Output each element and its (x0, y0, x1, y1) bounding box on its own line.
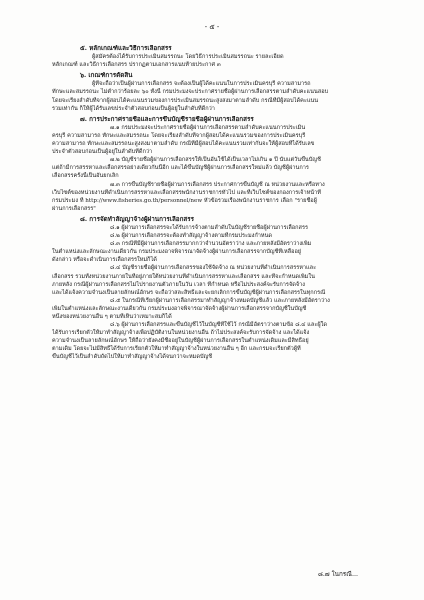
continuation-note: ๘.๗ ในกรณี... (318, 571, 359, 578)
paragraph-line: ความสามารถ ทักษะและสมรรถนะสูงสงมาตามลำดับ กรณีที่มีผู้สอบได้คะแนนรวมเท่ากันจะให้ผู้สอบที่ได้รับเลข (52, 141, 315, 148)
paragraph-line: เลือกสรรครั้งนี้เป็นอันยกเลิก (52, 173, 119, 180)
paragraph-line: ได้รับการเรียกตัวให้มาทำสัญญาจ้างเพื่อปฏิบัติงานในหน่วยงานอื่น ถ้าไม่ประสงค์จะรับการจัดจ้าง และได้แจ้ง (52, 330, 310, 337)
paragraph-line: ๗.๒ บัญชีรายชื่อผู้ผ่านการเลือกสรรให้เป็นอันใช้ได้เป็นเวลาไม่เกิน ๑ ปี นับแต่วันขึ้นบัญชี (110, 157, 321, 164)
section-heading: ๗. การประกาศรายชื่อและการขึ้นบัญชีรายชื่อผู้ผ่านการเลือกสรร (80, 115, 254, 123)
paragraph-line: ขึ้นบัญชีไว้เป็นลำดับถัดไปให้มาทำสัญญาจ้างได้จนกว่าจะหมดบัญชี (52, 354, 213, 361)
paragraph-line: กรมประมง ที่ http://www.fisheries.go.th/personnel/new หัวข้อรวมเรื่องพนักงานราชการ เลือก "รายชื่อผู้ (52, 197, 317, 204)
paragraph-line: ตามเดิม โดยจะไม่มีสิทธิ์ได้รับการเรียกตัวให้มาทำสัญญาจ้างในหน่วยงานอื่น ๆ อีก และกรมจะเรียกตัวผู้ที่ (52, 346, 301, 353)
paragraph-line: ๗.๓ การขึ้นบัญชีรายชื่อผู้ผ่านการเลือกสรร ประกาศการขึ้นบัญชี ณ หน่วยงานและหรือทาง (110, 181, 325, 188)
paragraph-line: ๘.๔ บัญชีรายชื่อผู้ผ่านการเลือกสรรของใช้จัดจ้าง ณ หน่วยงานที่ดำเนินการสรรหาและ (110, 265, 317, 272)
paragraph-line: ๗.๑ กรมประมงจะประกาศรายชื่อผู้ผ่านการเลือกสรรตามลำดับคะแนนการประเมิน (110, 124, 306, 131)
paragraph-line: และได้แจ้งความจำนงเป็นลายลักษณ์อักษร จะถือว่าสละสิทธิ์และจะยกเลิกการขึ้นบัญชีผู้ผ่านการเลือกสรรในทุกกรณี (52, 289, 326, 296)
paragraph-line: ๘.๓ กรณีที่มีผู้ผ่านการเลือกสรรมากกว่าจำนวนอัตราว่าง และภายหลังมีอัตราว่างเพิ่ม (110, 241, 312, 248)
paragraph-line: เลือกสรร รวมทั้งหน่วยงานภายในที่อยู่ภายใต้หน่วยงานที่ดำเนินการสรรหาและเลือกสรร และที่จะกำหนดเพิ่มใน (52, 273, 315, 280)
paragraph-line: ผ่านการเลือกสรร" (52, 205, 96, 212)
section-heading: ๘. การจัดทำสัญญาจ้างผู้ผ่านการเลือกสรร (80, 215, 195, 223)
paragraph-line: ทักษะและสมรรถนะ ไม่ต่ำกว่าร้อยละ ๖๐ ทั้งนี้ กรมประมงจะประกาศรายชื่อผู้ผ่านการเลือกสรรตามลำดับคะแนนสอบ (52, 89, 329, 96)
document-body (52, 42, 400, 362)
paragraph-line: ๘.๒ ผู้ผ่านการเลือกสรรจะต้องทำสัญญาจ้างตามที่กรมประมงกำหนด (110, 233, 273, 240)
paragraph-line: โดยจะเรียงลำดับที่จากผู้สอบได้คะแนนรวมของการประเมินสมรรถนะสูงสงมาตามลำดับ กรณีที่มีผู้สอบได้คะแนน (52, 97, 319, 104)
paragraph-line: หนึ่งของหน่วยงานอื่น ๆ ตามที่เห็นว่าเหมาะสมก็ได้ (52, 314, 172, 320)
section-heading: ๖. เกณฑ์การตัดสิน (80, 72, 133, 80)
paragraph-line: ๘.๖ ผู้ผ่านการเลือกสรรและขึ้นบัญชีไว้ในบัญชีที่ใช้ไว้ กรณีมีอัตราว่างตามข้อ ๘.๔ และผู้ใด (110, 322, 327, 329)
paragraph-line: เว็บไซต์ของหน่วยงานที่ดำเนินการสรรหาและเลือกสรรพนักงานราชการทั่วไป และที่เว็บไซต์ของกองการเจ้าหน้าที่ (52, 189, 321, 196)
paragraph-line: ผู้สมัครต้องได้รับการประเมินสมรรถนะ โดยวิธีการประเมินสมรรถนะ รายละเอียด (92, 54, 284, 61)
page-number: - ๕ - (204, 23, 220, 31)
paragraph-line: แต่ถ้ามีการสรรหาและเลือกสรรอย่างเดียวกันนี้อีก และได้ขึ้นบัญชีผู้ผ่านการเลือกสรรใหม่แล้ว บัญชีผู้ผ่านการ (52, 165, 309, 172)
section-heading: ๕. หลักเกณฑ์และวิธีการเลือกสรร (80, 45, 172, 52)
paragraph-line: ดังกล่าว หรือจะดำเนินการเลือกสรรใหม่ก็ได้ (52, 257, 157, 264)
paragraph-line: ความจำนงเป็นลายลักษณ์อักษร ให้ถือว่ายังคงมีชื่ออยู่ในบัญชีผู้ผ่านการเลือกสรรในตำแหน่งเดิมและมีสิทธิ์อยู่ (52, 338, 309, 345)
paragraph-line: ในตำแหน่งและลักษณะงานเดียวกัน กรมประมงอาจพิจารณาจัดจ้างผู้ผ่านการเลือกสรรจากบัญชีที่เหลืออยู่ (52, 249, 302, 256)
paragraph-line: ภายหลัง กรณีผู้ผ่านการเลือกสรรไม่ไปรายงานตัวภายในวัน เวลา ที่กำหนด หรือไม่ประสงค์จะรับการจัดจ้าง (52, 281, 305, 288)
paragraph-line: ๘.๑ ผู้ผ่านการเลือกสรรจะได้รับการจ้างตามลำดับในบัญชีรายชื่อผู้ผ่านการเลือกสรร (110, 224, 308, 231)
paragraph-line: ผู้ที่จะถือว่าเป็นผู้ผ่านการเลือกสรร จะต้องเป็นผู้ได้คะแนนในการประเมินครบุรี ความสามารถ (92, 81, 311, 88)
paragraph-line: เพิ่มในตำแหน่งและลักษณะงานเดียวกัน กรมประมงอาจพิจารณาจัดจ้างผู้ผ่านการเลือกสรรจากบัญชีในบัญชี (52, 305, 307, 312)
paragraph-line: ประจำตัวสอบก่อนเป็นผู้อยู่ในลำดับที่ดีกว่า (52, 149, 153, 156)
paragraph-line: รวมเท่ากัน ก็ให้ผู้ได้รับเลขประจำตัวสอบก่อนเป็นผู้อยู่ในลำดับที่ดีกว่า (52, 105, 215, 112)
paragraph-line: หลักเกณฑ์ และวิธีการเลือกสรร ปรากฏตามเอกสารแนบท้ายประกาศ ๓ (52, 62, 221, 69)
paragraph-line: ครบุรี ความสามารถ ทักษะและสมรรถนะ โดยจะเรียงลำดับที่จากผู้สอบได้คะแนนรวมของการประเมินครบุรี (52, 132, 306, 139)
paragraph-line: ๘.๕ ในกรณีที่เรียกผู้ผ่านการเลือกสรรมาทำสัญญาจ้างหมดบัญชีแล้ว และภายหลังมีอัตราว่าง (110, 297, 330, 304)
